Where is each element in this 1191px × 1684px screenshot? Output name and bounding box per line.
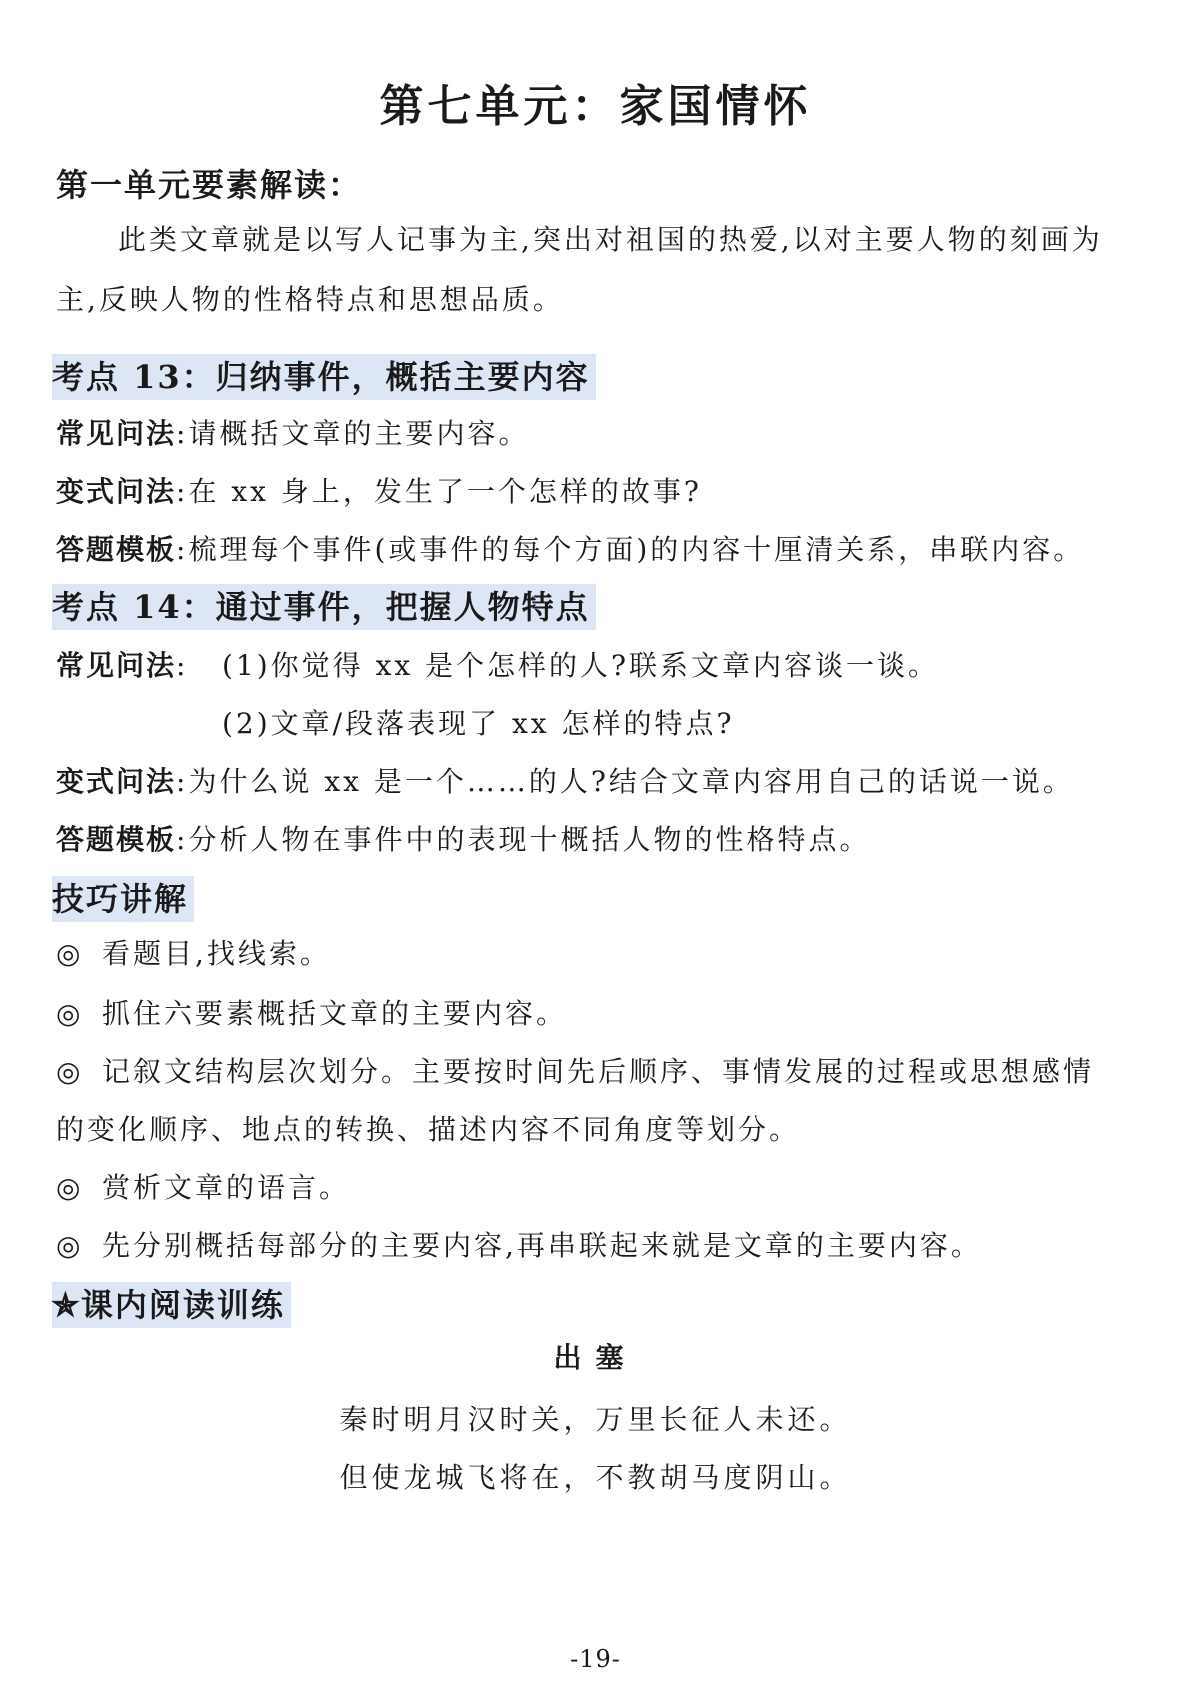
kaodian-13-variant-row	[56, 470, 702, 510]
poem-line: 秦时明月汉时关，万里长征人未还。	[339, 1403, 852, 1436]
kaodian-13-heading: 考点 13：归纳事件，概括主要内容	[52, 354, 596, 400]
common-question-separator: :	[176, 649, 189, 682]
skill-item: ◎ 赏析文章的语言。	[56, 1171, 351, 1204]
reading-heading-block	[52, 1280, 291, 1326]
kaodian-14-common-row	[56, 644, 188, 684]
bullet-icon: ◎	[56, 937, 84, 970]
kaodian-14-template-row	[56, 818, 870, 858]
star-icon: ✯	[52, 1286, 81, 1324]
page-title: 第七单元：家国情怀	[379, 81, 812, 132]
intro-heading: 第一单元要素解读：	[56, 166, 363, 204]
skill-item-continuation: 的变化顺序、地点的转换、描述内容不同角度等划分。	[56, 1113, 801, 1146]
intro-line-2: 主,反映人物的性格特点和思想品质。	[56, 283, 564, 316]
answer-template-label: 答题模板	[56, 823, 177, 856]
variant-question-label: 变式问法	[56, 475, 177, 508]
bullet-icon: ◎	[56, 1229, 84, 1262]
intro-line-1: 此类文章就是以写人记事为主,突出对祖国的热爱,以对主要人物的刻画为	[118, 223, 1103, 256]
page-number: -19-	[570, 1645, 621, 1673]
poem-title: 出塞	[553, 1341, 638, 1374]
answer-template-label: 答题模板	[56, 533, 177, 566]
common-question-1: (1)你觉得 xx 是个怎样的人?联系文章内容谈一谈。	[222, 649, 940, 682]
common-question-2: (2)文章/段落表现了 xx 怎样的特点?	[222, 707, 735, 740]
poem-line: 但使龙城飞将在，不教胡马度阴山。	[339, 1461, 852, 1494]
common-question-label: 常见问法	[56, 649, 177, 682]
skill-item: ◎ 抓住六要素概括文章的主要内容。	[56, 997, 568, 1030]
kaodian-14-variant-row	[56, 760, 1074, 800]
kaodian-13-common-row	[56, 412, 529, 452]
common-question-text: :请概括文章的主要内容。	[176, 417, 530, 450]
bullet-icon: ◎	[56, 997, 84, 1030]
bullet-icon: ◎	[56, 1171, 84, 1204]
variant-question-label: 变式问法	[56, 765, 177, 798]
reading-heading: ✯课内阅读训练	[52, 1282, 291, 1328]
answer-template-text: :分析人物在事件中的表现十概括人物的性格特点。	[176, 823, 871, 856]
kaodian-13-template-row	[56, 528, 1084, 568]
skills-heading-block	[52, 874, 194, 920]
skill-item: ◎ 记叙文结构层次划分。主要按时间先后顺序、事情发展的过程或思想感情	[56, 1055, 1095, 1088]
variant-question-text: :为什么说 xx 是一个……的人?结合文章内容用自己的话说一说。	[176, 765, 1074, 798]
answer-template-text: :梳理每个事件(或事件的每个方面)的内容十厘清关系，串联内容。	[176, 533, 1085, 566]
variant-question-text: :在 xx 身上，发生了一个怎样的故事?	[176, 475, 702, 508]
skills-heading: 技巧讲解	[52, 876, 194, 922]
skill-item: ◎ 看题目,找线索。	[56, 937, 331, 970]
skill-item: ◎ 先分别概括每部分的主要内容,再串联起来就是文章的主要内容。	[56, 1229, 982, 1262]
kaodian-14-heading: 考点 14：通过事件，把握人物特点	[52, 584, 596, 630]
kaodian-14-heading-block	[52, 582, 596, 628]
kaodian-13-heading-block	[52, 352, 596, 398]
bullet-icon: ◎	[56, 1055, 84, 1088]
common-question-label: 常见问法	[56, 417, 177, 450]
